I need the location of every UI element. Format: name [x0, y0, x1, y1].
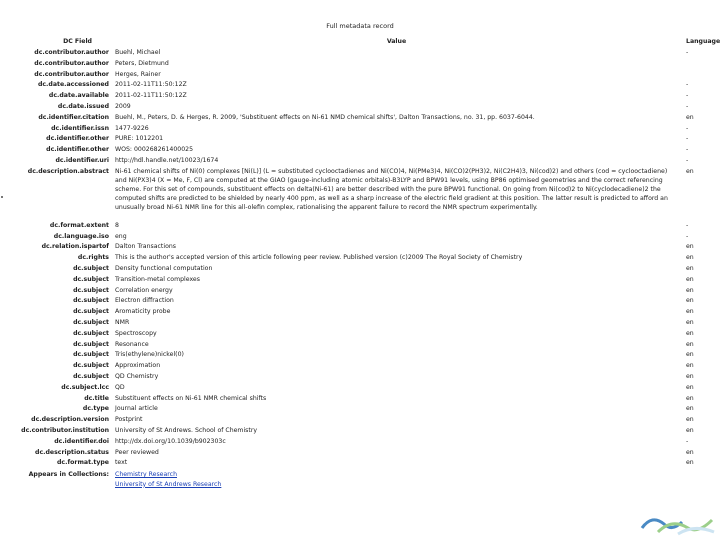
language-cell: - [686, 124, 689, 132]
table-row [0, 340, 720, 351]
field-name-cell: dc.subject [73, 275, 109, 283]
table-row [0, 286, 720, 297]
language-cell: en [686, 459, 694, 467]
table-row [0, 145, 720, 156]
field-value-cell: 8 [115, 221, 119, 229]
field-value-cell: Dalton Transactions [115, 243, 176, 251]
table-row [0, 458, 720, 469]
language-cell: en [686, 308, 694, 316]
field-name-cell: dc.subject [73, 264, 109, 272]
field-value-cell: NMR [115, 318, 130, 326]
language-cell: - [686, 135, 689, 143]
field-name-cell: dc.rights [77, 254, 109, 262]
field-name-cell: dc.subject [73, 351, 109, 359]
field-name-cell: dc.title [84, 394, 109, 402]
table-row [0, 134, 720, 145]
field-name-cell: dc.identifier.issn [51, 124, 109, 132]
table-caption: Full metadata record [326, 22, 394, 30]
language-cell: - [686, 156, 689, 164]
field-value-cell: University of St Andrews. School of Chemistry [115, 426, 258, 434]
table-row [0, 70, 720, 81]
field-value-cell: Herges, Rainer [115, 70, 161, 78]
field-name-cell: dc.relation.ispartof [41, 243, 109, 251]
language-cell: en [686, 113, 694, 121]
header-language: Language [686, 38, 720, 45]
field-value-cell: QD Chemistry [115, 372, 159, 380]
field-value-cell: 1477-9226 [115, 124, 149, 132]
language-cell: en [686, 254, 694, 262]
language-cell: en [686, 318, 694, 326]
field-name-cell: dc.subject [73, 308, 109, 316]
table-row [0, 329, 720, 340]
field-value-cell: Substituent effects on Ni-61 NMR chemical shifts [115, 394, 267, 402]
table-row [0, 264, 720, 275]
field-name-cell: dc.identifier.citation [38, 113, 109, 121]
table-row [0, 124, 720, 135]
table-row [0, 437, 720, 448]
field-name-cell: dc.subject [73, 286, 109, 294]
field-value-cell: PURE: 1012201 [115, 135, 164, 143]
field-value-cell: QD [115, 383, 125, 391]
field-value-cell: Buehl, M., Peters, D. & Herges, R. 2009, 'Substituent effects on Ni-61 NMD chemical shifts', Dalton Transactions, no. 31, pp. 6037-6044. [115, 113, 535, 121]
collection-link[interactable]: Chemistry Research [115, 471, 177, 479]
field-value-cell: Postprint [115, 416, 143, 424]
field-value-cell: http://hdl.handle.net/10023/1674 [115, 156, 219, 164]
language-cell: - [686, 437, 689, 445]
language-cell: en [686, 243, 694, 251]
field-value-cell: Buehl, Michael [115, 49, 161, 56]
collections-label: Appears in Collections: [28, 471, 109, 479]
language-cell: en [686, 167, 694, 175]
field-value-cell: Resonance [115, 340, 149, 348]
field-name-cell: dc.identifier.other [46, 146, 109, 154]
language-cell: en [686, 329, 694, 337]
field-name-cell: dc.date.available [48, 92, 109, 100]
table-row [0, 242, 720, 253]
field-name-cell: dc.date.accessioned [37, 81, 109, 89]
language-cell [678, 59, 720, 70]
collections-links [112, 470, 221, 489]
collections-row [0, 470, 720, 489]
field-name-cell: dc.subject [73, 362, 109, 370]
table-row [0, 383, 720, 394]
field-name-cell: dc.description.status [35, 448, 109, 456]
table-row [0, 318, 720, 329]
field-name-cell: dc.language.iso [53, 232, 109, 240]
margin-marker [1, 196, 3, 198]
table-row [0, 221, 720, 232]
field-value-cell: Ni-61 chemical shifts of Ni(0) complexes [Ni(L)] (L = substituted cyclooctadienes and Ni(CO)4, Ni(PMe3)4, Ni(CO)2(PH3)2, Ni(C2H4)3, Ni(cod)2) and others (cod = cyclooctadiene) and Ni(PX3)4 (X = Me, F, Cl) are computed at the GIAO (gauge-including atomic orbitals)-B3LYP and BPW91 levels, using BP86 optimised geometries and the correct referencing scheme. For this set of compounds, substituent effects on delta(Ni-61) are better described with the pure BPW91 functional. On going from Ni(cod)2 to Ni(cyclodecadiene)2 the computed shifts are predicted to be shielded by nearly 400 ppm, as well as a sharp increase of the electric field gradient at this position. The latter result is predicted to afford an unusually broad Ni-61 NMR line for this all-olefin complex, rationalising the apparent failure to record the NMR spectrum experimentally. [115, 168, 668, 212]
field-value-cell: Aromaticity probe [115, 308, 171, 316]
language-cell: en [686, 297, 694, 305]
metadata-table [0, 36, 720, 489]
language-cell: en [686, 362, 694, 370]
language-cell [678, 70, 720, 81]
language-cell: en [686, 448, 694, 456]
field-value-cell: Electron diffraction [115, 297, 174, 305]
table-row [0, 404, 720, 415]
field-name-cell: dc.contributor.author [34, 70, 109, 78]
field-value-cell: text [115, 459, 128, 467]
language-cell: en [686, 416, 694, 424]
language-cell: en [686, 351, 694, 359]
language-cell: en [686, 394, 694, 402]
table-row [0, 350, 720, 361]
field-name-cell: dc.format.type [57, 459, 109, 467]
header-dc-field: DC Field [63, 38, 92, 45]
table-row [0, 102, 720, 113]
field-value-cell: Spectroscopy [115, 329, 157, 337]
language-cell: en [686, 383, 694, 391]
field-name-cell: dc.contributor.institution [21, 426, 109, 434]
language-cell: en [686, 340, 694, 348]
field-value-cell: http://dx.doi.org/10.1039/b902303c [115, 437, 226, 445]
table-row [0, 394, 720, 405]
field-name-cell: dc.identifier.other [46, 135, 109, 143]
collection-link[interactable]: University of St Andrews Research [115, 480, 222, 488]
table-row [0, 113, 720, 124]
language-cell: - [686, 146, 689, 154]
field-name-cell: dc.subject [73, 318, 109, 326]
field-name-cell: dc.contributor.author [34, 59, 109, 67]
field-value-cell: Tris(ethylene)nickel(0) [115, 351, 184, 359]
language-cell: - [686, 102, 689, 110]
table-header-row [0, 36, 720, 48]
language-cell: en [686, 264, 694, 272]
field-value-cell: 2011-02-11T11:50:12Z [115, 81, 187, 89]
header-value: Value [386, 38, 407, 45]
field-name-cell: dc.subject [73, 340, 109, 348]
table-row [0, 361, 720, 372]
language-cell: en [686, 275, 694, 283]
language-cell: en [686, 372, 694, 380]
table-body [0, 48, 720, 469]
field-value-cell: 2011-02-11T11:50:12Z [115, 92, 187, 100]
table-row [0, 307, 720, 318]
field-name-cell: dc.identifier.doi [54, 437, 109, 445]
field-value-cell: This is the author's accepted version of this article following peer review. Published version (c)2009 The Royal Society of Chemistry [115, 254, 523, 262]
field-value-cell: Approximation [115, 362, 161, 370]
field-name-cell: dc.date.issued [57, 102, 109, 110]
language-cell: - [686, 221, 689, 229]
table-row [0, 48, 720, 59]
field-name-cell: dc.subject.lcc [61, 383, 109, 391]
field-value-cell: Density functional computation [115, 264, 213, 272]
field-name-cell: dc.subject [73, 372, 109, 380]
repository-logo-icon [638, 510, 716, 536]
field-name-cell: dc.format.extent [49, 221, 109, 229]
table-row [0, 448, 720, 459]
field-name-cell: dc.subject [73, 329, 109, 337]
table-row [0, 253, 720, 264]
field-name-cell: dc.contributor.author [34, 49, 109, 56]
field-value-cell: eng [115, 232, 127, 240]
table-row [0, 296, 720, 307]
language-cell: en [686, 405, 694, 413]
table-row [0, 372, 720, 383]
language-cell: - [686, 232, 689, 240]
language-cell: en [686, 426, 694, 434]
field-value-cell: Correlation energy [115, 286, 173, 294]
field-value-cell: Transition-metal complexes [115, 275, 200, 283]
field-value-cell: Journal article [115, 405, 158, 413]
table-row [0, 59, 720, 70]
field-name-cell: dc.identifier.uri [55, 156, 109, 164]
table-row [0, 156, 720, 167]
language-cell: - [686, 49, 689, 56]
field-value-cell: Peters, Dietmund [115, 59, 169, 67]
field-value-cell: 2009 [115, 102, 131, 110]
table-row [0, 415, 720, 426]
table-row [0, 275, 720, 286]
language-cell: en [686, 286, 694, 294]
table-row [0, 426, 720, 437]
table-row [0, 91, 720, 102]
language-cell: - [686, 92, 689, 100]
table-row [0, 167, 720, 221]
field-name-cell: dc.type [82, 405, 109, 413]
field-name-cell: dc.subject [73, 297, 109, 305]
table-row [0, 232, 720, 243]
field-value-cell: WOS: 000268261400025 [115, 146, 194, 154]
language-cell: - [686, 81, 689, 89]
field-name-cell: dc.description.abstract [27, 167, 109, 175]
field-value-cell: Peer reviewed [115, 448, 159, 456]
field-name-cell: dc.description.version [31, 416, 109, 424]
table-row [0, 80, 720, 91]
